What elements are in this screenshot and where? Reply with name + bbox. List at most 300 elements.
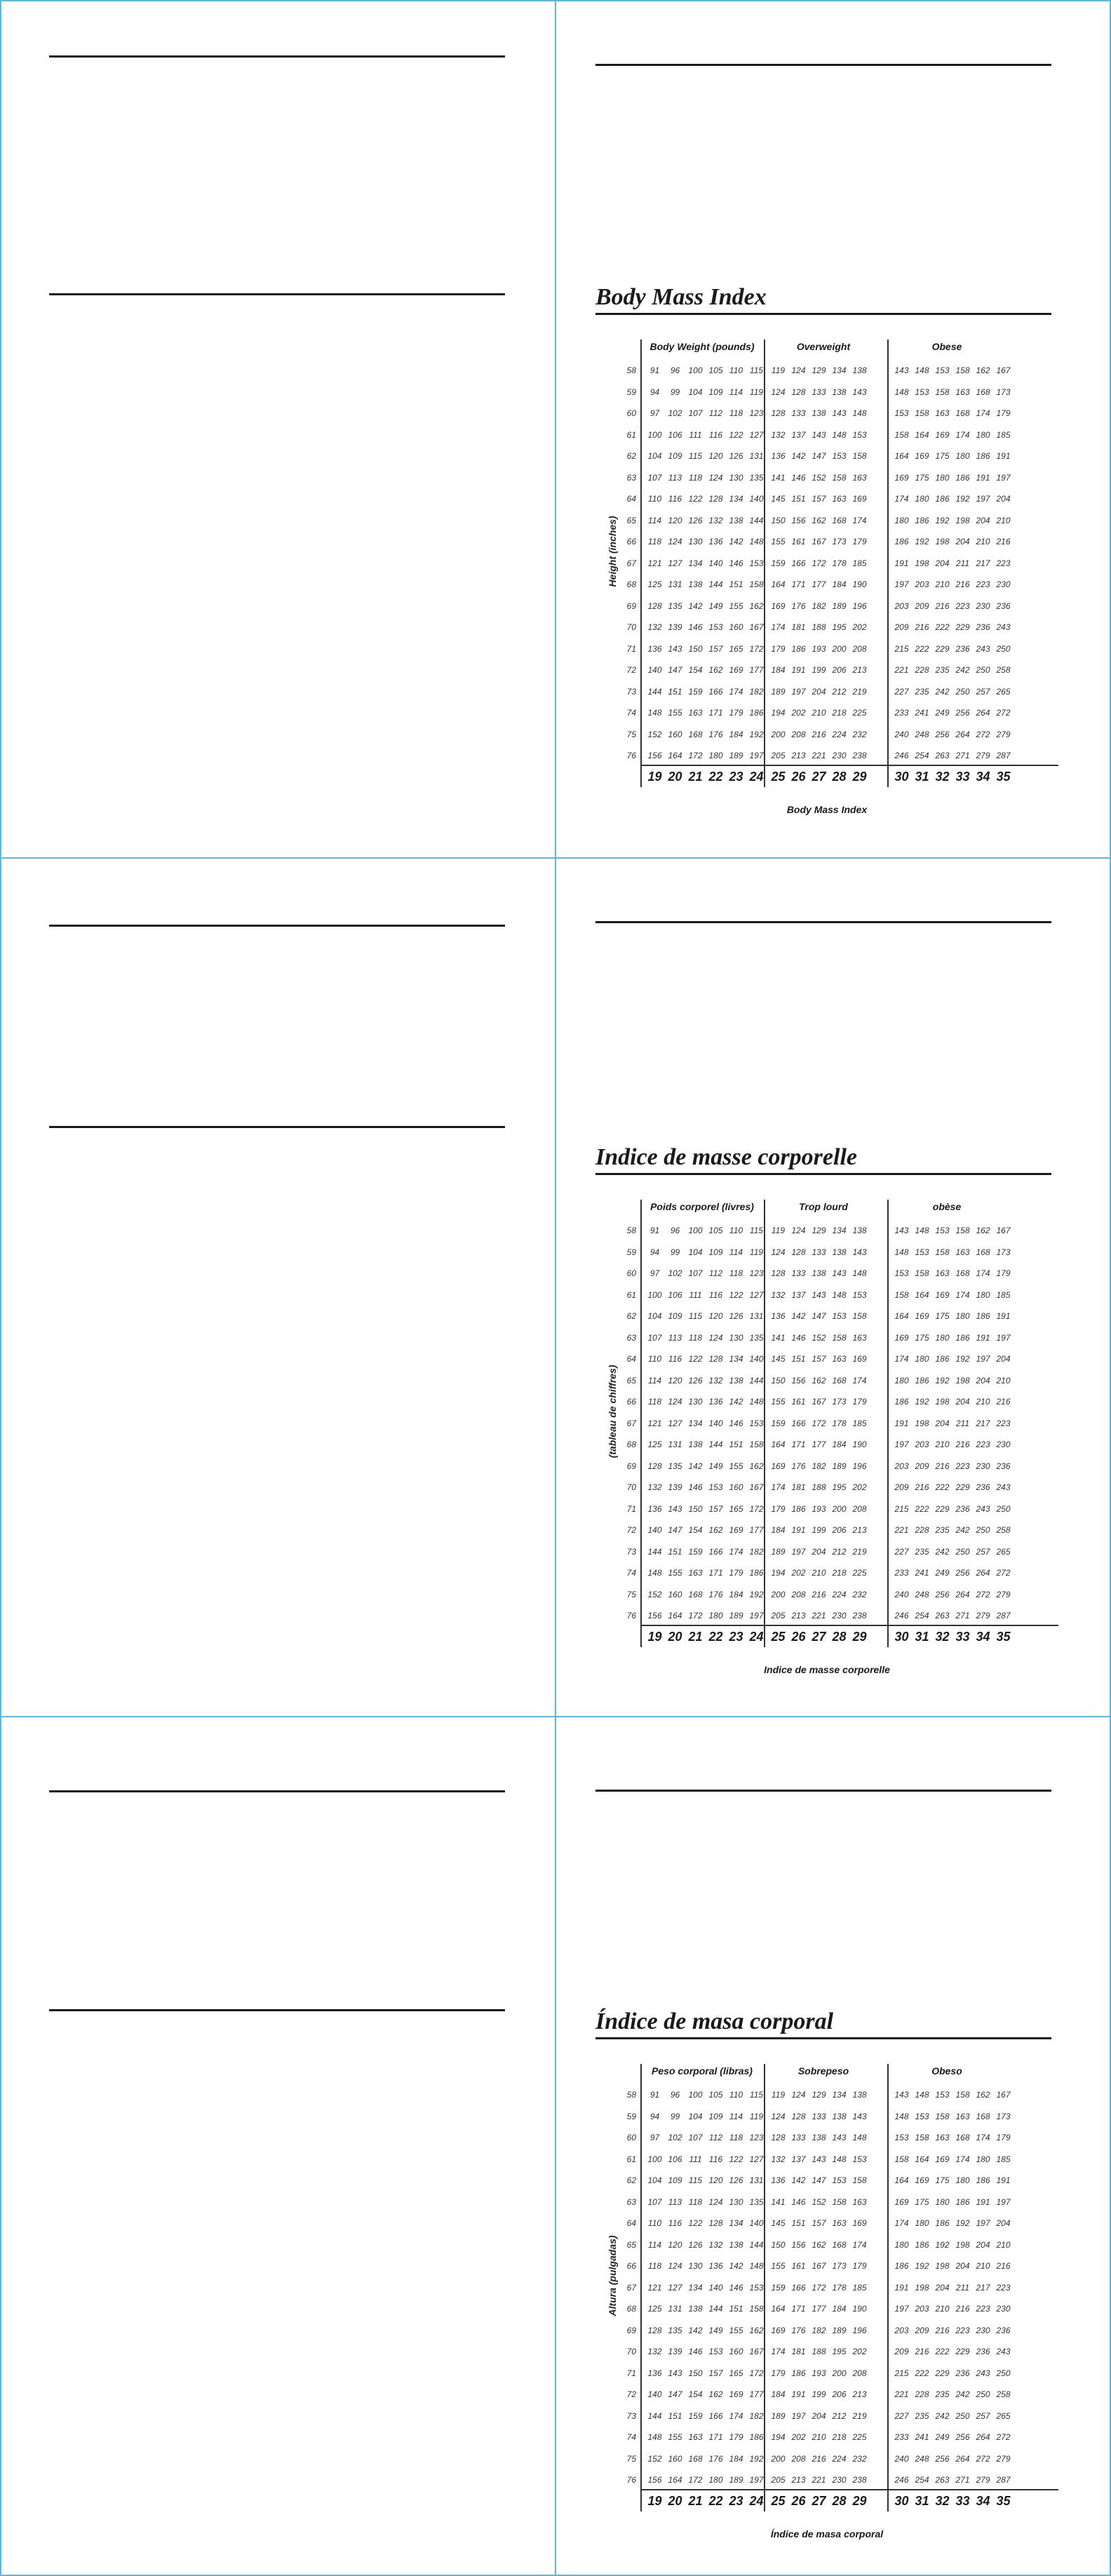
weight-cell: 118 xyxy=(688,472,703,483)
weight-cell: 105 xyxy=(708,1226,723,1235)
weight-cell: 174 xyxy=(852,1375,867,1386)
weight-cell: 192 xyxy=(749,2453,764,2464)
weight-cell: 132 xyxy=(647,2347,662,2356)
table-row xyxy=(595,1542,1058,1562)
weight-cell: 140 xyxy=(749,2218,764,2228)
weight-cell: 148 xyxy=(647,2432,662,2442)
weight-cell: 180 xyxy=(915,2218,929,2228)
weight-cell: 174 xyxy=(894,494,909,504)
weight-cell: 134 xyxy=(688,2282,703,2293)
table-row xyxy=(595,1306,1058,1326)
weight-cell: 202 xyxy=(791,1568,806,1578)
weight-cell: 246 xyxy=(894,1611,909,1621)
table-row xyxy=(595,1435,1058,1454)
table-row xyxy=(595,1349,1058,1369)
weight-cell: 153 xyxy=(852,429,867,440)
weight-cell: 196 xyxy=(852,1461,867,1471)
weight-cell: 146 xyxy=(791,472,806,483)
weight-cell: 279 xyxy=(976,751,990,760)
weight-cell: 169 xyxy=(771,2325,786,2335)
column-group-header: obèse xyxy=(932,1201,962,1212)
weight-cell: 162 xyxy=(708,1525,723,1535)
bmi-cell: 22 xyxy=(708,2494,723,2508)
weight-cell: 230 xyxy=(976,1461,990,1471)
frame-divider-1 xyxy=(0,857,1111,859)
weight-cell: 236 xyxy=(955,2368,970,2378)
weight-cell: 146 xyxy=(688,2347,703,2356)
weight-cell: 182 xyxy=(812,1461,826,1471)
weight-cell: 180 xyxy=(976,429,990,440)
weight-cell: 155 xyxy=(729,1461,743,1471)
height-cell: 69 xyxy=(626,2325,636,2335)
table-row xyxy=(595,617,1058,637)
weight-cell: 105 xyxy=(708,365,723,375)
weight-cell: 200 xyxy=(832,2368,847,2378)
weight-cell: 120 xyxy=(708,1311,723,1321)
height-cell: 75 xyxy=(626,1589,636,1599)
weight-cell: 150 xyxy=(771,2239,786,2250)
height-cell: 64 xyxy=(626,1354,636,1364)
weight-cell: 250 xyxy=(955,2410,970,2421)
weight-cell: 249 xyxy=(935,708,950,718)
weight-cell: 147 xyxy=(812,451,826,461)
weight-cell: 140 xyxy=(647,1525,662,1535)
weight-cell: 112 xyxy=(708,408,723,418)
bmi-cell: 26 xyxy=(791,2494,806,2508)
weight-cell: 114 xyxy=(647,2239,662,2250)
weight-cell: 197 xyxy=(791,686,806,697)
weight-cell: 156 xyxy=(647,2475,662,2485)
weight-cell: 136 xyxy=(771,2175,786,2185)
height-cell: 76 xyxy=(626,1611,636,1621)
weight-cell: 264 xyxy=(976,2432,990,2442)
weight-cell: 163 xyxy=(832,494,847,504)
weight-cell: 91 xyxy=(649,2090,660,2100)
weight-cell: 135 xyxy=(749,472,764,483)
weight-cell: 186 xyxy=(791,643,806,654)
weight-cell: 221 xyxy=(812,751,826,760)
weight-cell: 120 xyxy=(668,1375,682,1386)
weight-cell: 167 xyxy=(749,622,764,632)
bmi-panel xyxy=(595,1143,1058,1684)
weight-cell: 144 xyxy=(708,1440,723,1449)
frame-divider-2 xyxy=(0,1716,1111,1717)
weight-cell: 185 xyxy=(996,2154,1011,2164)
weight-cell: 143 xyxy=(668,2368,682,2378)
weight-cell: 263 xyxy=(935,1611,950,1621)
table-row xyxy=(595,1371,1058,1390)
bmi-cell: 19 xyxy=(647,1630,662,1644)
weight-cell: 185 xyxy=(996,1289,1011,1300)
weight-cell: 171 xyxy=(791,1440,806,1449)
weight-cell: 215 xyxy=(894,2368,909,2378)
weight-cell: 249 xyxy=(935,1568,950,1578)
weight-cell: 272 xyxy=(976,1589,990,1599)
table-row xyxy=(595,1328,1058,1348)
bmi-cell: 33 xyxy=(955,2494,970,2508)
weight-cell: 124 xyxy=(771,1247,786,1257)
weight-cell: 182 xyxy=(812,601,826,611)
weight-cell: 246 xyxy=(894,2475,909,2485)
weight-cell: 229 xyxy=(955,2347,970,2356)
weight-cell: 145 xyxy=(771,494,786,504)
weight-cell: 182 xyxy=(749,1546,764,1557)
weight-cell: 186 xyxy=(749,1568,764,1578)
weight-cell: 218 xyxy=(832,708,847,718)
weight-cell: 140 xyxy=(647,665,662,675)
weight-cell: 223 xyxy=(996,558,1011,568)
weight-cell: 180 xyxy=(955,1311,970,1321)
weight-cell: 175 xyxy=(915,1332,929,1343)
weight-cell: 131 xyxy=(749,1311,764,1321)
weight-cell: 153 xyxy=(935,1226,950,1235)
weight-cell: 174 xyxy=(852,2239,867,2250)
weight-cell: 157 xyxy=(708,1503,723,1514)
weight-cell: 264 xyxy=(976,708,990,718)
weight-cell: 212 xyxy=(832,686,847,697)
weight-cell: 174 xyxy=(955,1289,970,1300)
weight-cell: 148 xyxy=(915,2090,929,2100)
weight-cell: 138 xyxy=(688,579,703,589)
weight-cell: 151 xyxy=(729,2304,743,2314)
weight-cell: 143 xyxy=(894,1226,909,1235)
height-cell: 66 xyxy=(626,2261,636,2271)
weight-cell: 151 xyxy=(668,1546,682,1557)
weight-cell: 191 xyxy=(996,1311,1011,1321)
height-cell: 58 xyxy=(626,365,636,375)
weight-cell: 225 xyxy=(852,1568,867,1578)
column-group-header: Body Weight (pounds) xyxy=(649,341,755,352)
weight-cell: 229 xyxy=(935,2368,950,2378)
weight-cell: 155 xyxy=(771,2261,786,2271)
weight-cell: 116 xyxy=(668,2218,682,2228)
weight-cell: 265 xyxy=(996,2410,1011,2421)
weight-cell: 208 xyxy=(791,729,806,739)
weight-cell: 256 xyxy=(935,729,950,739)
weight-cell: 179 xyxy=(996,2133,1011,2142)
weight-cell: 176 xyxy=(708,2453,723,2464)
weight-cell: 118 xyxy=(729,408,743,418)
weight-cell: 193 xyxy=(812,643,826,654)
column-group-header: Poids corporel (livres) xyxy=(650,1201,754,1212)
weight-cell: 186 xyxy=(894,1397,909,1407)
weight-cell: 197 xyxy=(894,579,909,589)
weight-cell: 150 xyxy=(688,2368,703,2378)
column-group-header: Trop lourd xyxy=(799,1201,848,1212)
weight-cell: 191 xyxy=(976,2196,990,2207)
bmi-cell: 30 xyxy=(894,1630,909,1644)
weight-cell: 213 xyxy=(852,665,867,675)
weight-cell: 100 xyxy=(647,429,662,440)
weight-cell: 184 xyxy=(832,1440,847,1449)
weight-cell: 180 xyxy=(915,1354,929,1364)
weight-cell: 256 xyxy=(935,2453,950,2464)
weight-cell: 204 xyxy=(935,1418,950,1428)
weight-cell: 250 xyxy=(976,1525,990,1535)
weight-cell: 171 xyxy=(791,2304,806,2314)
weight-cell: 153 xyxy=(915,2111,929,2121)
weight-cell: 136 xyxy=(647,2368,662,2378)
weight-cell: 263 xyxy=(935,2475,950,2485)
weight-cell: 210 xyxy=(812,1568,826,1578)
weight-cell: 128 xyxy=(708,2218,723,2228)
weight-cell: 160 xyxy=(729,2347,743,2356)
weight-cell: 99 xyxy=(670,1247,680,1257)
weight-cell: 186 xyxy=(791,1503,806,1514)
weight-cell: 181 xyxy=(791,2347,806,2356)
weight-cell: 164 xyxy=(771,2304,786,2314)
weight-cell: 164 xyxy=(668,751,682,760)
weight-cell: 159 xyxy=(688,1546,703,1557)
weight-cell: 182 xyxy=(749,686,764,697)
weight-cell: 173 xyxy=(832,2261,847,2271)
table-row xyxy=(595,1606,1058,1625)
weight-cell: 124 xyxy=(791,1226,806,1235)
height-cell: 71 xyxy=(626,1503,636,1514)
weight-cell: 105 xyxy=(708,2090,723,2100)
weight-cell: 118 xyxy=(647,2261,662,2271)
weight-cell: 230 xyxy=(832,1611,847,1621)
weight-cell: 180 xyxy=(935,2196,950,2207)
weight-cell: 180 xyxy=(708,751,723,760)
height-cell: 74 xyxy=(626,2432,636,2442)
weight-cell: 115 xyxy=(749,1226,764,1235)
weight-cell: 146 xyxy=(729,1418,743,1428)
weight-cell: 185 xyxy=(852,558,867,568)
weight-cell: 228 xyxy=(915,1525,929,1535)
blank-rule xyxy=(49,2009,505,2011)
weight-cell: 116 xyxy=(668,494,682,504)
blank-rule xyxy=(49,1790,505,1792)
weight-cell: 254 xyxy=(915,2475,929,2485)
weight-cell: 186 xyxy=(935,2218,950,2228)
weight-cell: 135 xyxy=(668,601,682,611)
bmi-cell: 32 xyxy=(935,2494,950,2508)
bmi-cell: 29 xyxy=(852,770,867,784)
weight-cell: 119 xyxy=(771,365,786,375)
bmi-row xyxy=(595,1626,1058,1647)
weight-cell: 179 xyxy=(852,1397,867,1407)
weight-cell: 175 xyxy=(935,451,950,461)
weight-cell: 224 xyxy=(832,1589,847,1599)
weight-cell: 100 xyxy=(688,365,703,375)
weight-cell: 114 xyxy=(647,515,662,525)
weight-cell: 115 xyxy=(749,365,764,375)
weight-cell: 158 xyxy=(955,1226,970,1235)
weight-cell: 184 xyxy=(771,665,786,675)
weight-cell: 156 xyxy=(791,1375,806,1386)
weight-cell: 172 xyxy=(688,2475,703,2485)
weight-cell: 151 xyxy=(668,686,682,697)
weight-cell: 174 xyxy=(729,2410,743,2421)
weight-cell: 104 xyxy=(688,387,703,397)
weight-cell: 106 xyxy=(668,2154,682,2164)
bmi-panel xyxy=(595,283,1058,824)
height-cell: 68 xyxy=(626,2304,636,2314)
weight-cell: 124 xyxy=(791,365,806,375)
height-cell: 58 xyxy=(626,1226,636,1235)
weight-cell: 139 xyxy=(668,622,682,632)
weight-cell: 222 xyxy=(915,2368,929,2378)
weight-cell: 191 xyxy=(894,1418,909,1428)
weight-cell: 149 xyxy=(708,601,723,611)
weight-cell: 217 xyxy=(976,558,990,568)
weight-cell: 144 xyxy=(708,2304,723,2314)
weight-cell: 256 xyxy=(935,1589,950,1599)
weight-cell: 191 xyxy=(976,472,990,483)
weight-cell: 128 xyxy=(791,2111,806,2121)
height-cell: 62 xyxy=(626,451,636,461)
weight-cell: 127 xyxy=(668,558,682,568)
weight-cell: 96 xyxy=(670,365,680,375)
weight-cell: 216 xyxy=(955,1440,970,1449)
weight-cell: 223 xyxy=(955,601,970,611)
height-cell: 67 xyxy=(626,1418,636,1428)
height-cell: 62 xyxy=(626,1311,636,1321)
weight-cell: 172 xyxy=(812,2282,826,2293)
weight-cell: 168 xyxy=(976,387,990,397)
weight-cell: 248 xyxy=(915,1589,929,1599)
table-row xyxy=(595,1285,1058,1305)
weight-cell: 168 xyxy=(688,729,703,739)
weight-cell: 203 xyxy=(915,579,929,589)
weight-cell: 160 xyxy=(729,622,743,632)
weight-cell: 202 xyxy=(791,708,806,718)
weight-cell: 199 xyxy=(812,1525,826,1535)
weight-cell: 158 xyxy=(832,2196,847,2207)
weight-cell: 236 xyxy=(996,1461,1011,1471)
weight-cell: 173 xyxy=(996,2111,1011,2121)
weight-cell: 196 xyxy=(852,2325,867,2335)
weight-cell: 217 xyxy=(976,1418,990,1428)
weight-cell: 197 xyxy=(976,1354,990,1364)
weight-cell: 192 xyxy=(935,515,950,525)
weight-cell: 140 xyxy=(708,558,723,568)
weight-cell: 116 xyxy=(708,1289,723,1300)
weight-cell: 153 xyxy=(852,2154,867,2164)
table-row xyxy=(595,2278,1058,2297)
weight-cell: 115 xyxy=(688,451,703,461)
weight-cell: 119 xyxy=(749,1247,764,1257)
weight-cell: 202 xyxy=(852,1482,867,1492)
weight-cell: 180 xyxy=(976,1289,990,1300)
title-rule xyxy=(595,313,1051,315)
table-row xyxy=(595,554,1058,573)
page-top-rule xyxy=(595,1790,1051,1792)
weight-cell: 157 xyxy=(812,2218,826,2228)
weight-cell: 189 xyxy=(729,751,743,760)
height-cell: 76 xyxy=(626,751,636,760)
weight-cell: 141 xyxy=(771,472,786,483)
weight-cell: 192 xyxy=(915,537,929,546)
weight-cell: 130 xyxy=(688,1397,703,1407)
weight-cell: 154 xyxy=(688,1525,703,1535)
table-row xyxy=(595,2213,1058,2233)
weight-cell: 229 xyxy=(955,622,970,632)
weight-cell: 125 xyxy=(647,1440,662,1449)
weight-cell: 144 xyxy=(749,515,764,525)
weight-cell: 138 xyxy=(852,2090,867,2100)
bmi-cell: 20 xyxy=(668,2494,682,2508)
weight-cell: 198 xyxy=(915,1418,929,1428)
weight-cell: 248 xyxy=(915,2453,929,2464)
weight-cell: 160 xyxy=(668,2453,682,2464)
weight-cell: 172 xyxy=(688,751,703,760)
height-cell: 61 xyxy=(626,2154,636,2164)
weight-cell: 138 xyxy=(832,387,847,397)
weight-cell: 118 xyxy=(729,1268,743,1278)
weight-cell: 150 xyxy=(688,1503,703,1514)
weight-cell: 143 xyxy=(812,2154,826,2164)
height-cell: 68 xyxy=(626,579,636,589)
weight-cell: 139 xyxy=(668,1482,682,1492)
weight-cell: 120 xyxy=(668,515,682,525)
weight-cell: 250 xyxy=(955,1546,970,1557)
weight-cell: 163 xyxy=(832,1354,847,1364)
weight-cell: 148 xyxy=(852,408,867,418)
weight-cell: 230 xyxy=(976,2325,990,2335)
weight-cell: 175 xyxy=(935,1311,950,1321)
weight-cell: 216 xyxy=(996,2261,1011,2271)
weight-cell: 151 xyxy=(729,579,743,589)
weight-cell: 168 xyxy=(976,1247,990,1257)
weight-cell: 118 xyxy=(729,2133,743,2142)
weight-cell: 222 xyxy=(915,1503,929,1514)
table-row xyxy=(595,660,1058,680)
weight-cell: 191 xyxy=(996,451,1011,461)
weight-cell: 169 xyxy=(771,601,786,611)
weight-cell: 153 xyxy=(749,2282,764,2293)
weight-cell: 180 xyxy=(894,2239,909,2250)
weight-cell: 192 xyxy=(955,1354,970,1364)
weight-cell: 142 xyxy=(729,537,743,546)
weight-cell: 140 xyxy=(647,2389,662,2399)
weight-cell: 128 xyxy=(771,1268,786,1278)
weight-cell: 250 xyxy=(976,665,990,675)
weight-cell: 172 xyxy=(812,1418,826,1428)
height-cell: 62 xyxy=(626,2175,636,2185)
weight-cell: 185 xyxy=(996,429,1011,440)
weight-cell: 145 xyxy=(771,1354,786,1364)
height-cell: 60 xyxy=(626,2133,636,2142)
weight-cell: 256 xyxy=(955,708,970,718)
weight-cell: 132 xyxy=(771,429,786,440)
table-row xyxy=(595,1585,1058,1604)
weight-cell: 142 xyxy=(791,1311,806,1321)
blank-rule xyxy=(49,293,505,295)
height-cell: 71 xyxy=(626,643,636,654)
weight-cell: 102 xyxy=(668,408,682,418)
weight-cell: 174 xyxy=(955,2154,970,2164)
bmi-cell: 30 xyxy=(894,2494,909,2508)
weight-cell: 109 xyxy=(708,2111,723,2121)
weight-cell: 109 xyxy=(708,1247,723,1257)
weight-cell: 136 xyxy=(647,643,662,654)
weight-cell: 240 xyxy=(894,2453,909,2464)
weight-cell: 134 xyxy=(832,1226,847,1235)
weight-cell: 96 xyxy=(670,2090,680,2100)
weight-cell: 197 xyxy=(996,472,1011,483)
frame-center-divider xyxy=(555,0,556,2576)
weight-cell: 136 xyxy=(647,1503,662,1514)
weight-cell: 149 xyxy=(708,2325,723,2335)
weight-cell: 126 xyxy=(688,2239,703,2250)
weight-cell: 198 xyxy=(915,558,929,568)
weight-cell: 146 xyxy=(688,622,703,632)
weight-cell: 128 xyxy=(647,2325,662,2335)
weight-cell: 216 xyxy=(996,537,1011,546)
weight-cell: 132 xyxy=(708,515,723,525)
